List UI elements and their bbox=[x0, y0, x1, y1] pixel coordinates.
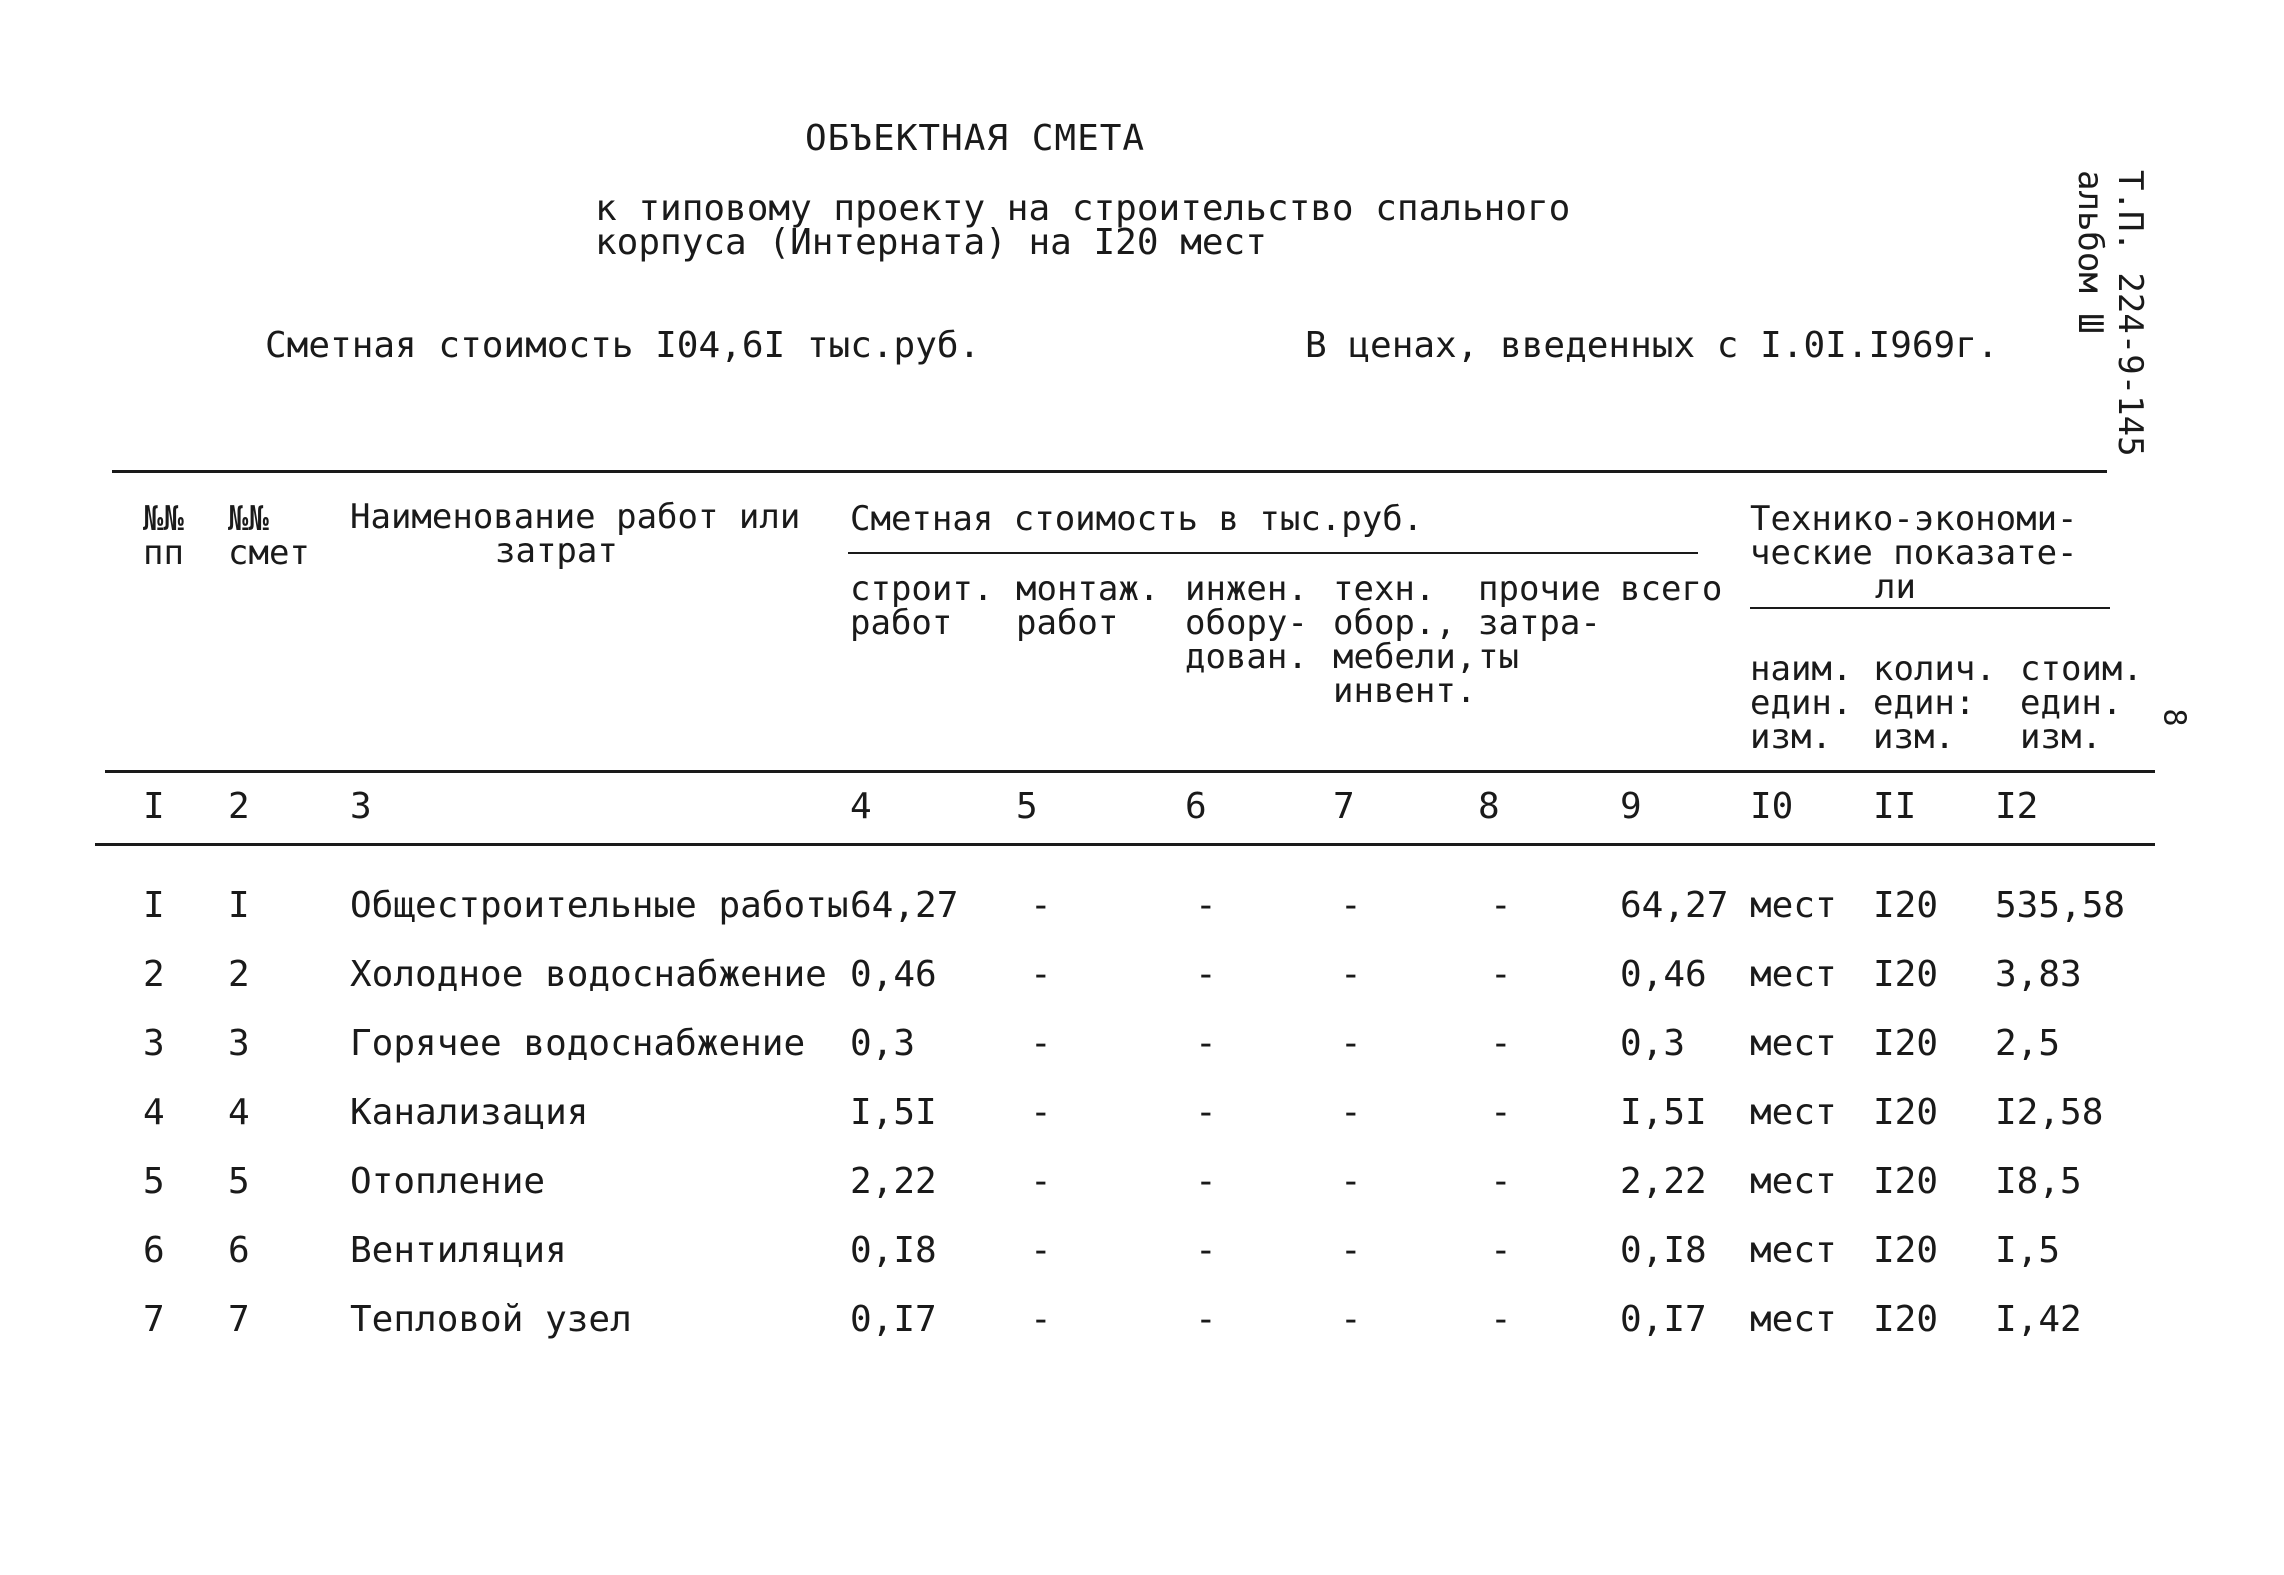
header-unit-name: изм. bbox=[1750, 717, 1832, 757]
header-unit-name: наим. bbox=[1750, 649, 1853, 689]
work-name-cell: Отопление bbox=[350, 1161, 546, 1202]
document-title: ОБЪЕКТНАЯ СМЕТА bbox=[805, 118, 1146, 159]
table-cell: 0,46 bbox=[1620, 954, 1707, 995]
header-pp: пп bbox=[143, 533, 184, 573]
table-cell: мест bbox=[1750, 1299, 1837, 1340]
header-tech-group: Технико-экономи- bbox=[1750, 499, 2078, 539]
table-cell: I,5I bbox=[850, 1092, 937, 1133]
table-cell: - bbox=[1340, 1092, 1362, 1133]
header-unit-qty: един: bbox=[1873, 683, 1976, 723]
table-cell: - bbox=[1030, 1299, 1052, 1340]
table-cell: 2,5 bbox=[1995, 1023, 2061, 1064]
table-cell: - bbox=[1195, 1023, 1217, 1064]
header-unit-qty: изм. bbox=[1873, 717, 1955, 757]
table-cell: 0,3 bbox=[1620, 1023, 1686, 1064]
header-unit-name: един. bbox=[1750, 683, 1853, 723]
table-cell: - bbox=[1195, 954, 1217, 995]
table-cell: 2,22 bbox=[1620, 1161, 1707, 1202]
table-cell: I,5I bbox=[1620, 1092, 1707, 1133]
table-cell: 535,58 bbox=[1995, 885, 2126, 926]
project-code: Т.П. 224-9-145 bbox=[2110, 170, 2150, 457]
table-cell: - bbox=[1490, 885, 1512, 926]
header-smet: смет bbox=[228, 533, 310, 573]
work-name-cell: Холодное водоснабжение bbox=[350, 954, 827, 995]
header-unit-cost: изм. bbox=[2020, 717, 2102, 757]
col-numbers-bottom-rule bbox=[95, 843, 2155, 846]
table-cell: 0,46 bbox=[850, 954, 937, 995]
column-number: 5 bbox=[1016, 786, 1038, 827]
header-total: всего bbox=[1620, 569, 1723, 609]
header-tech-equipment: мебели, bbox=[1333, 637, 1477, 677]
header-unit-cost: стоим. bbox=[2020, 649, 2143, 689]
table-cell: 4 bbox=[143, 1092, 165, 1133]
table-cell: 0,I8 bbox=[1620, 1230, 1707, 1271]
table-cell: - bbox=[1490, 1023, 1512, 1064]
table-cell: 6 bbox=[228, 1230, 250, 1271]
header-work-name: Наименование работ или bbox=[350, 497, 801, 537]
cost-group-rule bbox=[848, 552, 1698, 554]
header-engineering: инжен. bbox=[1185, 569, 1308, 609]
table-cell: 0,I8 bbox=[850, 1230, 937, 1271]
table-cell: мест bbox=[1750, 954, 1837, 995]
table-cell: мест bbox=[1750, 1161, 1837, 1202]
table-cell: мест bbox=[1750, 1230, 1837, 1271]
work-name-cell: Тепловой узел bbox=[350, 1299, 632, 1340]
column-number: 9 bbox=[1620, 786, 1642, 827]
table-cell: 0,I7 bbox=[850, 1299, 937, 1340]
table-cell: мест bbox=[1750, 885, 1837, 926]
table-cell: I20 bbox=[1873, 1023, 1939, 1064]
table-cell: I20 bbox=[1873, 1299, 1939, 1340]
table-cell: I8,5 bbox=[1995, 1161, 2082, 1202]
table-top-rule bbox=[112, 470, 2107, 473]
table-cell: I20 bbox=[1873, 954, 1939, 995]
header-installation: монтаж. bbox=[1016, 569, 1160, 609]
table-cell: I20 bbox=[1873, 1161, 1939, 1202]
work-name-cell: Общестроительные работы bbox=[350, 885, 849, 926]
header-cost-group: Сметная стоимость в тыс.руб. bbox=[850, 499, 1424, 539]
column-number: 4 bbox=[850, 786, 872, 827]
table-cell: мест bbox=[1750, 1023, 1837, 1064]
table-cell: I bbox=[228, 885, 250, 926]
work-name-cell: Канализация bbox=[350, 1092, 589, 1133]
table-cell: - bbox=[1030, 1023, 1052, 1064]
side-stamp bbox=[2070, 170, 2150, 457]
table-cell: 7 bbox=[228, 1299, 250, 1340]
column-number: I2 bbox=[1995, 786, 2039, 827]
table-cell: - bbox=[1195, 885, 1217, 926]
header-engineering: дован. bbox=[1185, 637, 1308, 677]
header-unit-cost: един. bbox=[2020, 683, 2123, 723]
table-cell: 2 bbox=[143, 954, 165, 995]
table-cell: - bbox=[1490, 1092, 1512, 1133]
table-cell: 3 bbox=[228, 1023, 250, 1064]
header-work-name: затрат bbox=[495, 531, 618, 571]
table-cell: 6 bbox=[143, 1230, 165, 1271]
album-number: альбом Ш bbox=[2070, 170, 2110, 334]
table-cell: - bbox=[1030, 1161, 1052, 1202]
work-name-cell: Вентиляция bbox=[350, 1230, 567, 1271]
table-cell: - bbox=[1490, 954, 1512, 995]
table-cell: I2,58 bbox=[1995, 1092, 2104, 1133]
table-cell: I bbox=[143, 885, 165, 926]
header-installation: работ bbox=[1016, 603, 1119, 643]
header-smet: №№ bbox=[228, 499, 269, 539]
table-cell: - bbox=[1490, 1299, 1512, 1340]
table-cell: - bbox=[1195, 1299, 1217, 1340]
table-cell: - bbox=[1340, 885, 1362, 926]
page-number: 8 bbox=[2156, 708, 2192, 727]
header-other: прочие bbox=[1478, 569, 1601, 609]
header-tech-equipment: техн. bbox=[1333, 569, 1436, 609]
header-unit-qty: колич. bbox=[1873, 649, 1996, 689]
header-tech-group: ческие показате- bbox=[1750, 533, 2078, 573]
table-cell: - bbox=[1340, 1161, 1362, 1202]
table-cell: - bbox=[1340, 1299, 1362, 1340]
header-construction: работ bbox=[850, 603, 953, 643]
table-cell: I20 bbox=[1873, 1230, 1939, 1271]
table-cell: - bbox=[1340, 1230, 1362, 1271]
header-other: затра- bbox=[1478, 603, 1601, 643]
table-cell: - bbox=[1030, 1230, 1052, 1271]
table-cell: 7 bbox=[143, 1299, 165, 1340]
table-cell: 5 bbox=[143, 1161, 165, 1202]
table-cell: 2,22 bbox=[850, 1161, 937, 1202]
table-cell: - bbox=[1490, 1230, 1512, 1271]
work-name-cell: Горячее водоснабжение bbox=[350, 1023, 806, 1064]
table-cell: 64,27 bbox=[1620, 885, 1729, 926]
header-bottom-rule bbox=[105, 770, 2155, 773]
table-cell: - bbox=[1340, 954, 1362, 995]
table-cell: - bbox=[1490, 1161, 1512, 1202]
header-other: ты bbox=[1478, 637, 1519, 677]
estimated-cost: Сметная стоимость I04,6I тыс.руб. bbox=[265, 325, 981, 366]
header-pp: №№ bbox=[143, 499, 184, 539]
column-number: 2 bbox=[228, 786, 250, 827]
table-cell: - bbox=[1195, 1161, 1217, 1202]
subtitle-line-1: к типовому проекту на строительство спального bbox=[595, 188, 1571, 229]
header-construction: строит. bbox=[850, 569, 994, 609]
table-cell: - bbox=[1030, 885, 1052, 926]
header-tech-equipment: инвент. bbox=[1333, 671, 1477, 711]
header-tech-equipment: обор., bbox=[1333, 603, 1456, 643]
table-cell: - bbox=[1340, 1023, 1362, 1064]
table-cell: I,42 bbox=[1995, 1299, 2082, 1340]
table-cell: I20 bbox=[1873, 885, 1939, 926]
subtitle-line-2: корпуса (Интерната) на I20 мест bbox=[595, 222, 1267, 263]
table-cell: I20 bbox=[1873, 1092, 1939, 1133]
header-tech-group: ли bbox=[1875, 567, 1916, 607]
table-cell: I,5 bbox=[1995, 1230, 2061, 1271]
column-number: 7 bbox=[1333, 786, 1355, 827]
table-cell: 5 bbox=[228, 1161, 250, 1202]
header-engineering: обору- bbox=[1185, 603, 1308, 643]
column-number: 3 bbox=[350, 786, 372, 827]
column-number: I bbox=[143, 786, 165, 827]
table-cell: 0,I7 bbox=[1620, 1299, 1707, 1340]
table-cell: 2 bbox=[228, 954, 250, 995]
table-cell: 0,3 bbox=[850, 1023, 916, 1064]
table-cell: 3 bbox=[143, 1023, 165, 1064]
table-cell: - bbox=[1030, 954, 1052, 995]
tech-group-rule bbox=[1750, 607, 2110, 609]
column-number: 6 bbox=[1185, 786, 1207, 827]
column-number: II bbox=[1873, 786, 1917, 827]
column-number: I0 bbox=[1750, 786, 1794, 827]
table-cell: - bbox=[1195, 1230, 1217, 1271]
column-number: 8 bbox=[1478, 786, 1500, 827]
price-basis: В ценах, введенных с I.0I.I969г. bbox=[1305, 325, 1999, 366]
table-cell: - bbox=[1030, 1092, 1052, 1133]
table-cell: мест bbox=[1750, 1092, 1837, 1133]
table-cell: 3,83 bbox=[1995, 954, 2082, 995]
table-cell: 64,27 bbox=[850, 885, 959, 926]
table-cell: - bbox=[1195, 1092, 1217, 1133]
table-cell: 4 bbox=[228, 1092, 250, 1133]
